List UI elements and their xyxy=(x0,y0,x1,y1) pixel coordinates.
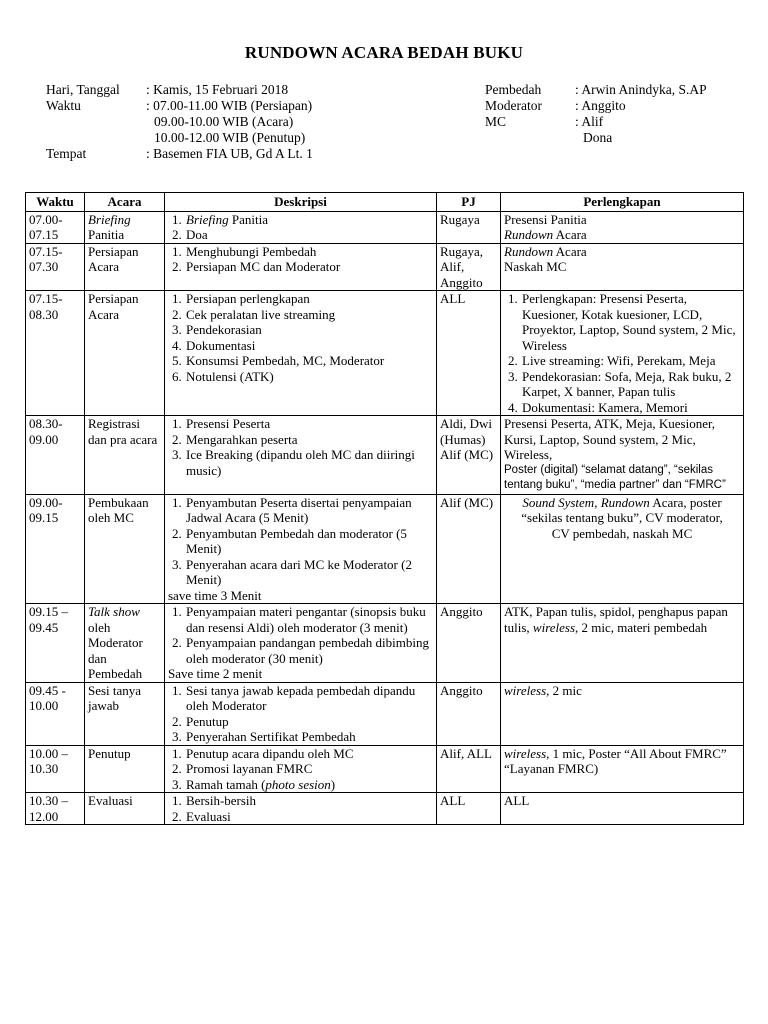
list-item xyxy=(168,369,433,385)
event-info-left xyxy=(46,82,426,162)
cell-deskripsi xyxy=(165,291,437,416)
cell-acara xyxy=(85,243,165,291)
item-number: 4. xyxy=(508,399,518,415)
cell-waktu: 09.45 - 10.00 xyxy=(26,682,85,745)
cell-acara xyxy=(85,494,165,604)
list-item xyxy=(168,259,433,275)
event-info-right xyxy=(485,82,745,146)
table-header-row xyxy=(26,193,744,212)
cell-perlengkapan xyxy=(501,494,744,604)
text-run: ) xyxy=(330,776,336,792)
item-number: 1. xyxy=(172,416,182,431)
text-run: Penutup xyxy=(88,745,131,761)
item-number: 3. xyxy=(172,322,182,337)
italic-text: Sound System xyxy=(522,494,595,510)
table-row xyxy=(26,793,744,825)
cell-waktu: 10.30 – 12.00 xyxy=(26,793,85,825)
cell-pj: Anggito xyxy=(437,604,501,683)
list-item xyxy=(168,777,433,793)
cell-pj: Alif (MC) xyxy=(437,494,501,604)
item-number: 5. xyxy=(172,353,182,368)
perlengkapan-line xyxy=(504,259,740,275)
text-run: Acara, poster xyxy=(649,494,722,510)
info-value: Dona xyxy=(583,130,613,145)
text-run: Evaluasi xyxy=(88,793,133,808)
info-value: : Basemen FIA UB, Gd A Lt. 1 xyxy=(146,146,313,161)
italic-text: Rundown xyxy=(504,243,554,259)
table-row xyxy=(26,604,744,683)
info-label: Tempat xyxy=(46,146,87,161)
deskripsi-list xyxy=(168,291,433,384)
text-run: Panitia xyxy=(88,227,125,242)
item-number: 3. xyxy=(172,447,182,462)
list-item xyxy=(168,714,433,730)
item-number: 1. xyxy=(172,682,182,698)
perlengkapan-line xyxy=(504,495,740,511)
list-item xyxy=(168,526,433,557)
item-number: 2. xyxy=(172,761,182,776)
deskripsi-list xyxy=(168,683,433,745)
text-run: Persiapan Acara xyxy=(88,291,139,322)
header-pj: PJ xyxy=(437,193,501,212)
header-acara: Acara xyxy=(85,193,165,212)
cell-deskripsi xyxy=(165,682,437,745)
item-number: 1. xyxy=(172,604,182,619)
perlengkapan-line xyxy=(504,526,740,542)
cell-pj: Anggito xyxy=(437,682,501,745)
cell-acara xyxy=(85,682,165,745)
italic-text: Rundown xyxy=(504,227,554,242)
cell-perlengkapan xyxy=(501,604,744,683)
text-run: Ramah tamah ( xyxy=(186,776,266,792)
perlengkapan-line xyxy=(504,227,740,243)
text-run: Acara xyxy=(553,243,587,259)
item-number: 3. xyxy=(172,776,182,792)
table-row xyxy=(26,745,744,793)
cell-acara xyxy=(85,416,165,495)
cell-pj: Aldi, Dwi (Humas) Alif (MC) xyxy=(437,416,501,495)
cell-acara xyxy=(85,745,165,793)
cell-pj: ALL xyxy=(437,793,501,825)
item-number: 2. xyxy=(172,635,182,650)
text-run: Acara xyxy=(553,227,587,242)
list-item xyxy=(168,793,433,809)
info-value: : Arwin Anindyka, S.AP xyxy=(575,82,707,97)
text-run: Perlengkapan: Presensi Peserta, Kuesioner, Kotak kuesioner, LCD, Proyektor, Laptop, Sound system, 2 Mic, Wireless xyxy=(522,291,736,353)
cell-acara xyxy=(85,604,165,683)
item-number: 1. xyxy=(172,211,182,227)
list-item xyxy=(168,291,433,307)
cell-waktu: 08.30-09.00 xyxy=(26,416,85,495)
cell-perlengkapan xyxy=(501,682,744,745)
item-number: 1. xyxy=(172,243,182,259)
list-item xyxy=(504,400,740,416)
perlengkapan-line xyxy=(504,510,740,526)
table-row xyxy=(26,682,744,745)
cell-deskripsi xyxy=(165,243,437,291)
deskripsi-note: save time 3 Menit xyxy=(168,587,262,603)
table-row xyxy=(26,243,744,291)
list-item xyxy=(168,495,433,526)
text-run: Cek peralatan live streaming xyxy=(186,306,336,322)
list-item xyxy=(168,683,433,714)
list-item xyxy=(168,557,433,588)
text-run: ATK, Papan tulis, spidol, penghapus papan tulis, xyxy=(504,604,728,635)
list-item xyxy=(168,604,433,635)
text-run: Sesi tanya jawab xyxy=(88,682,142,713)
cell-waktu: 07.15-08.30 xyxy=(26,291,85,416)
item-number: 1. xyxy=(172,494,182,510)
text-run: Promosi layanan FMRC xyxy=(186,761,313,776)
item-number: 1. xyxy=(172,793,182,808)
list-item xyxy=(168,761,433,777)
list-item xyxy=(168,809,433,825)
info-value: : Alif xyxy=(575,114,604,129)
info-label: Moderator xyxy=(485,98,542,113)
list-item xyxy=(168,353,433,369)
italic-text: photo sesion xyxy=(265,776,331,792)
list-item xyxy=(168,338,433,354)
deskripsi-note: Save time 2 menit xyxy=(168,666,263,681)
cell-waktu: 09.15 – 09.45 xyxy=(26,604,85,683)
list-item xyxy=(504,353,740,369)
perlengkapan-list xyxy=(504,291,740,415)
text-run: ALL xyxy=(504,793,530,808)
cell-perlengkapan xyxy=(501,211,744,243)
text-run: Dokumentasi: Kamera, Memori xyxy=(522,399,688,415)
cell-perlengkapan xyxy=(501,793,744,825)
list-item xyxy=(168,729,433,745)
list-item xyxy=(168,447,433,478)
item-number: 1. xyxy=(508,291,518,306)
deskripsi-list xyxy=(168,604,433,666)
table-row xyxy=(26,416,744,495)
rundown-table xyxy=(25,192,744,825)
list-item xyxy=(168,746,433,762)
cell-waktu: 10.00 – 10.30 xyxy=(26,745,85,793)
table-row xyxy=(26,494,744,604)
text-run: Penyampaian materi pengantar (sinopsis buku dan resensi Aldi) oleh moderator (3 menit) xyxy=(186,604,426,635)
text-run: Penyerahan Sertifikat Pembedah xyxy=(186,729,356,744)
cell-deskripsi xyxy=(165,745,437,793)
info-label: Hari, Tanggal xyxy=(46,82,120,97)
item-number: 2. xyxy=(172,713,182,729)
text-run: Naskah MC xyxy=(504,259,567,274)
item-number: 2. xyxy=(172,306,182,322)
perlengkapan-line: Presensi Peserta, ATK, Meja, Kuesioner, Kursi, Laptop, Sound system, 2 Mic, Wireless, xyxy=(504,416,716,462)
perlengkapan-line xyxy=(504,244,740,260)
perlengkapan-line xyxy=(504,212,740,228)
text-run: Dokumentasi xyxy=(186,337,256,353)
text-run: Penutup acara dipandu oleh MC xyxy=(186,745,354,761)
list-item xyxy=(504,291,740,353)
cell-deskripsi xyxy=(165,211,437,243)
cell-perlengkapan xyxy=(501,243,744,291)
table-row xyxy=(26,291,744,416)
item-number: 3. xyxy=(508,368,518,384)
item-number: 2. xyxy=(172,525,182,541)
item-number: 2. xyxy=(172,431,182,447)
text-run: Penyerahan acara dari MC ke Moderator (2 Menit) xyxy=(186,556,412,587)
perlengkapan-line xyxy=(504,746,740,777)
italic-text: Briefing xyxy=(186,211,229,227)
cell-pj: Rugaya xyxy=(437,211,501,243)
list-item xyxy=(504,369,740,400)
text-run: Pendekorasian xyxy=(186,322,262,337)
cell-pj: Alif, ALL xyxy=(437,745,501,793)
info-label: Pembedah xyxy=(485,82,542,97)
list-item xyxy=(168,635,433,666)
list-item xyxy=(168,322,433,338)
cell-waktu: 09.00-09.15 xyxy=(26,494,85,604)
text-run: Live streaming: Wifi, Perekam, Meja xyxy=(522,353,716,368)
text-run: Pembukaan oleh MC xyxy=(88,494,149,525)
deskripsi-list xyxy=(168,416,433,478)
text-run: Persiapan MC dan Moderator xyxy=(186,259,341,274)
deskripsi-list xyxy=(168,746,433,793)
italic-text: Rundown xyxy=(600,494,650,510)
perlengkapan-line xyxy=(504,604,740,635)
text-run: CV pembedah, naskah MC xyxy=(551,525,693,541)
item-number: 2. xyxy=(172,808,182,824)
list-item xyxy=(168,227,433,243)
italic-text: Talk show xyxy=(88,604,140,619)
deskripsi-list xyxy=(168,244,433,275)
italic-text: wireless xyxy=(504,682,547,698)
text-run: , 2 mic xyxy=(546,682,582,698)
text-run: Doa xyxy=(186,227,208,242)
item-number: 2. xyxy=(172,259,182,274)
item-number: 3. xyxy=(172,729,182,744)
text-run: Presensi Peserta xyxy=(186,416,271,431)
cell-waktu: 07.15-07.30 xyxy=(26,243,85,291)
perlengkapan-line xyxy=(504,793,740,809)
cell-waktu: 07.00-07.15 xyxy=(26,211,85,243)
table-row xyxy=(26,211,744,243)
item-number: 1. xyxy=(172,745,182,761)
text-run: , 1 mic, Poster “All About FMRC” “Layanan FMRC) xyxy=(504,745,727,776)
italic-text: Briefing xyxy=(88,211,131,227)
item-number: 2. xyxy=(172,227,182,242)
info-value: : Anggito xyxy=(575,98,626,113)
text-run: Penyampaian pandangan pembedah dibimbing oleh moderator (30 menit) xyxy=(186,635,429,666)
text-run: Menghubungi Pembedah xyxy=(186,243,317,259)
cell-pj: Rugaya, Alif, Anggito xyxy=(437,243,501,291)
info-label: Waktu xyxy=(46,98,81,113)
text-run: Mengarahkan peserta xyxy=(186,431,298,447)
text-run: Sesi tanya jawab kepada pembedah dipandu oleh Moderator xyxy=(186,682,416,713)
list-item xyxy=(168,307,433,323)
list-item xyxy=(168,212,433,228)
cell-deskripsi xyxy=(165,793,437,825)
cell-deskripsi xyxy=(165,416,437,495)
list-item xyxy=(168,244,433,260)
italic-text: wireless xyxy=(504,745,547,761)
item-number: 6. xyxy=(172,368,182,384)
info-value: 09.00-10.00 WIB (Acara) xyxy=(154,114,294,129)
item-number: 3. xyxy=(172,556,182,572)
info-label: MC xyxy=(485,114,507,129)
text-run: Presensi Panitia xyxy=(504,211,587,227)
cell-deskripsi xyxy=(165,604,437,683)
text-run: Penyambutan Peserta disertai penyampaian Jadwal Acara (5 Menit) xyxy=(186,494,412,525)
cell-deskripsi xyxy=(165,494,437,604)
text-run: Persiapan Acara xyxy=(88,243,139,274)
text-run: oleh Moderator dan Pembedah xyxy=(88,619,143,681)
item-number: 2. xyxy=(508,353,518,368)
text-run: Pendekorasian: Sofa, Meja, Rak buku, 2 Karpet, X banner, Papan tulis xyxy=(522,368,732,399)
perlengkapan-line xyxy=(504,683,740,699)
text-run: , 2 mic, materi pembedah xyxy=(575,619,708,635)
cell-acara xyxy=(85,211,165,243)
header-waktu: Waktu xyxy=(26,193,85,212)
text-run: Registrasi dan pra acara xyxy=(88,416,158,447)
list-item xyxy=(168,432,433,448)
cell-perlengkapan xyxy=(501,416,744,495)
text-run: Bersih-bersih xyxy=(186,793,257,808)
text-run: Panitia xyxy=(228,211,268,227)
text-run: Penutup xyxy=(186,713,229,729)
header-perlengkapan: Perlengkapan xyxy=(501,193,744,212)
perlengkapan-line: Poster (digital) “selamat datang”, “sekilas tentang buku”, “media partner” dan “FMRC” xyxy=(504,463,726,491)
text-run: , xyxy=(594,494,601,510)
text-run: Penyambutan Pembedah dan moderator (5 Menit) xyxy=(186,525,407,556)
cell-pj: ALL xyxy=(437,291,501,416)
cell-perlengkapan xyxy=(501,745,744,793)
info-value: : 07.00-11.00 WIB (Persiapan) xyxy=(146,98,313,113)
document-title: RUNDOWN ACARA BEDAH BUKU xyxy=(244,43,524,62)
header-deskripsi: Deskripsi xyxy=(165,193,437,212)
list-item xyxy=(168,416,433,432)
text-run: Ice Breaking (dipandu oleh MC dan diiringi music) xyxy=(186,447,415,478)
cell-perlengkapan xyxy=(501,291,744,416)
deskripsi-list xyxy=(168,212,433,243)
info-value: : Kamis, 15 Februari 2018 xyxy=(146,82,289,97)
cell-acara xyxy=(85,291,165,416)
deskripsi-list xyxy=(168,495,433,588)
text-run: Persiapan perlengkapan xyxy=(186,291,310,306)
italic-text: wireless xyxy=(532,619,576,635)
text-run: “sekilas tentang buku”, CV moderator, xyxy=(521,510,723,525)
info-value: 10.00-12.00 WIB (Penutup) xyxy=(154,130,306,145)
text-run: Evaluasi xyxy=(186,808,231,824)
cell-acara xyxy=(85,793,165,825)
text-run: Notulensi (ATK) xyxy=(186,368,274,384)
item-number: 4. xyxy=(172,337,182,353)
item-number: 1. xyxy=(172,291,182,306)
deskripsi-list xyxy=(168,793,433,824)
text-run: Konsumsi Pembedah, MC, Moderator xyxy=(186,353,385,368)
